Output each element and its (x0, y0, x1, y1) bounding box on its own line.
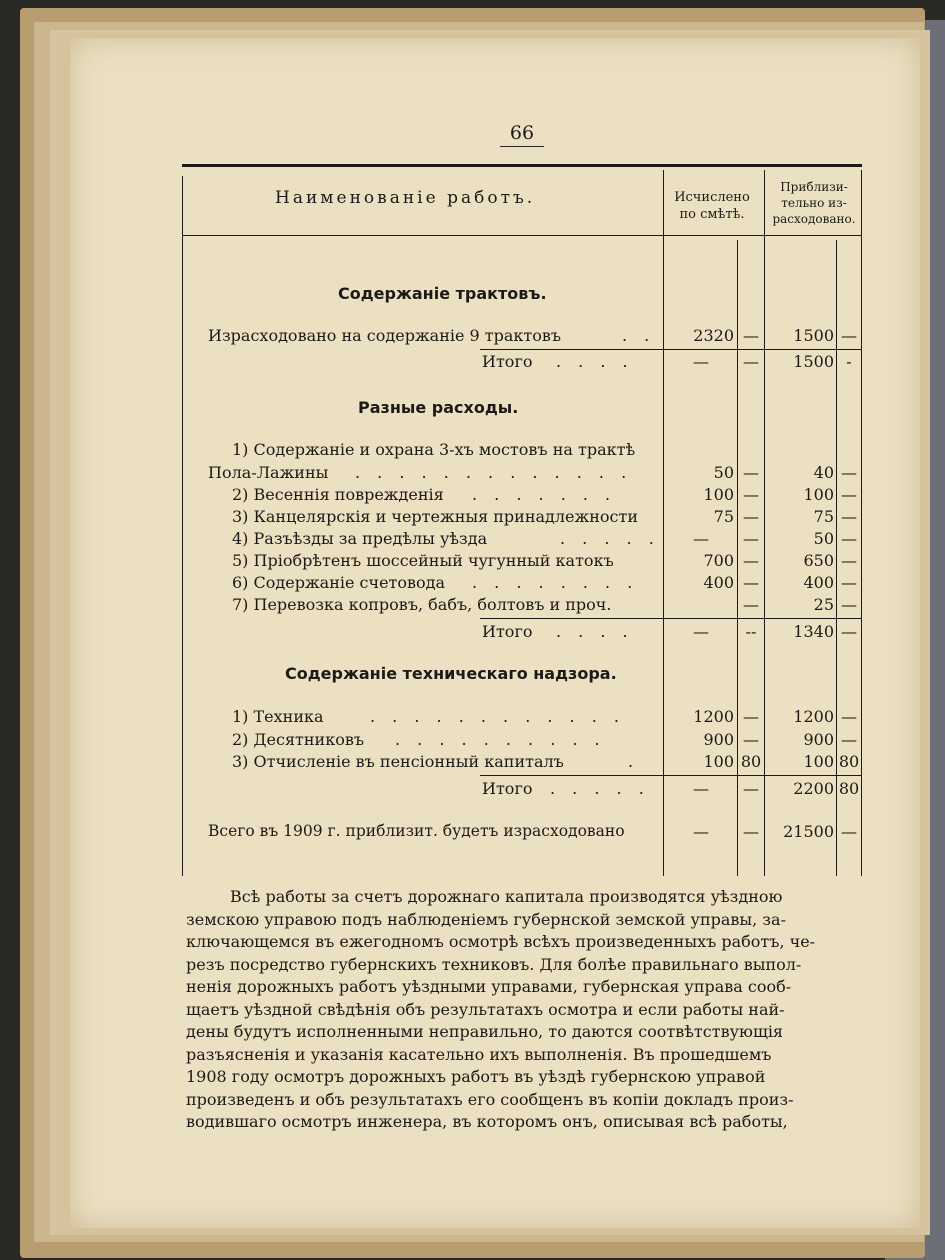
page-number-rule (500, 146, 544, 147)
total-rule (480, 349, 862, 350)
paragraph-line: произведенъ и объ результатахъ его сообщенъ въ копіи докладъ произ- (186, 1089, 794, 1109)
row-label: Пола-Лажины (208, 463, 329, 482)
row-dots: . . . . . . . . . . . . . (355, 463, 633, 482)
paragraph-line: дены будутъ исполненными неправильно, то даются соотвѣтствующія (186, 1022, 784, 1041)
cell-est: 75 (713, 507, 734, 526)
cell-spent-k: — (841, 507, 857, 526)
header-estimated (664, 189, 760, 223)
cell-spent: 75 (813, 507, 834, 526)
cell-spent-k: — (841, 707, 857, 726)
cell-spent-k: — (841, 622, 857, 641)
body-paragraph (186, 886, 866, 1134)
cell-spent-k: — (841, 573, 857, 592)
cell-spent-k: — (841, 463, 857, 482)
row-dots: . . (622, 326, 656, 345)
header-spent-line: Приблизи- (780, 180, 848, 194)
table-left-border (182, 176, 183, 876)
total-rule (480, 618, 862, 619)
cell-est-k: — (743, 573, 759, 592)
row-dots: . . . . . . . . (472, 573, 639, 592)
row-dots: . (628, 752, 640, 771)
paragraph-line: земскою управою подъ наблюденіемъ губернской земской управы, за- (186, 909, 786, 929)
cell-est-k: — (743, 822, 759, 841)
cell-spent: 650 (803, 551, 834, 570)
cell-est: 1200 (693, 707, 734, 726)
cell-est-k: — (743, 707, 759, 726)
row-label: 7) Перевозка копровъ, бабъ, болтовъ и проч. (232, 595, 612, 614)
paragraph-line: щаетъ уѣздной свѣдѣнія объ результатахъ осмотра и если работы най- (186, 999, 785, 1019)
cell-spent-k: 80 (838, 752, 860, 771)
table-header-rule (182, 235, 862, 236)
cell-spent-k: — (841, 326, 857, 345)
paragraph-line: разъясненія и указанія касательно ихъ выполненія. Въ прошедшемъ (186, 1044, 772, 1064)
cell-spent: 1200 (793, 707, 834, 726)
header-spent-line: расходовано. (772, 212, 856, 226)
cell-est: 100 (703, 752, 734, 771)
paragraph-line: ключающемся въ ежегодномъ осмотрѣ всѣхъ произведенныхъ работъ, че- (186, 932, 816, 951)
cell-est-k: — (743, 326, 759, 345)
total-dots: . . . . (556, 352, 634, 371)
section-title: Разные расходы. (358, 398, 519, 417)
cell-est: — (693, 352, 709, 371)
col-divider-3 (764, 170, 765, 876)
total-rule (480, 775, 862, 776)
cell-est: 50 (713, 463, 734, 482)
cell-est: — (693, 822, 709, 841)
row-label: Израсходовано на содержаніе 9 трактовъ (208, 326, 562, 345)
cell-est-k: — (743, 551, 759, 570)
cell-spent: 900 (803, 730, 834, 749)
cell-est-k: -- (745, 622, 757, 641)
paragraph-line: Всѣ работы за счетъ дорожнаго капитала производятся уѣздною (230, 887, 783, 906)
row-label-line1: 1) Содержаніе и охрана 3-хъ мостовъ на трактѣ (232, 440, 636, 459)
cell-spent: 1500 (793, 352, 834, 371)
cell-est: 2320 (693, 326, 734, 345)
paragraph-line: водившаго осмотръ инженера, въ которомъ онъ, описывая всѣ работы, (186, 1112, 788, 1131)
cell-spent: 40 (813, 463, 834, 482)
row-dots: . . . . . . . . . . (395, 730, 606, 749)
paragraph-line: 1908 году осмотръ дорожныхъ работъ въ уѣздѣ губернскою управой (186, 1067, 766, 1086)
cell-spent-k: — (841, 529, 857, 548)
cell-spent: 1500 (793, 326, 834, 345)
cell-spent-k: 80 (838, 779, 860, 798)
cell-est-k: — (743, 779, 759, 798)
table-right-border (861, 170, 862, 876)
row-label: 3) Канцелярскія и чертежныя принадлежности (232, 507, 639, 526)
cell-est-k: 80 (740, 752, 762, 771)
total-label: Итого (482, 622, 533, 641)
cell-est: — (693, 529, 709, 548)
cell-est-k: — (743, 730, 759, 749)
cell-est: — (693, 622, 709, 641)
cell-est-k: — (743, 463, 759, 482)
row-dots: . . . . . (560, 529, 660, 548)
header-estimated-line: Исчислено (674, 190, 750, 205)
cell-spent: 100 (803, 752, 834, 771)
header-name: Наименованіе работъ. (275, 188, 536, 208)
paragraph-line: ненія дорожныхъ работъ уѣздными управами, губернская управа сооб- (186, 977, 792, 996)
cell-est: 900 (703, 730, 734, 749)
cell-est-k: — (743, 485, 759, 504)
cell-spent-k: — (841, 595, 857, 614)
page-number: 66 (509, 122, 535, 144)
paragraph-line: резъ посредство губернскихъ техниковъ. Для болѣе правильнаго выпол- (186, 954, 802, 974)
section-title: Содержаніе трактовъ. (338, 284, 547, 303)
cell-spent: 400 (803, 573, 834, 592)
row-label: 6) Содержаніе счетовода (232, 573, 446, 592)
cell-spent-k: — (841, 551, 857, 570)
cell-est: 100 (703, 485, 734, 504)
table-top-rule (182, 164, 862, 167)
row-label: 4) Разъѣзды за предѣлы уѣзда (232, 529, 488, 548)
row-dots: . . . . . . . (472, 485, 617, 504)
total-dots: . . . . . (550, 779, 650, 798)
grand-total-label: Всего въ 1909 г. приблизит. будетъ израсходовано (208, 822, 625, 840)
row-label: 1) Техника (232, 707, 324, 726)
cell-spent: 25 (813, 595, 834, 614)
row-label: 2) Десятниковъ (232, 730, 365, 749)
cell-spent: 50 (813, 529, 834, 548)
row-label: 5) Пріобрѣтенъ шоссейный чугунный катокъ (232, 551, 614, 570)
total-label: Итого (482, 352, 533, 371)
cell-est-k: — (743, 529, 759, 548)
section-title: Содержаніе техническаго надзора. (285, 664, 617, 683)
cell-spent: 21500 (783, 822, 834, 841)
cell-spent-k: — (841, 485, 857, 504)
cell-spent: 100 (803, 485, 834, 504)
cell-spent-k: — (841, 730, 857, 749)
cell-est-k: — (743, 352, 759, 371)
header-spent (765, 179, 863, 227)
cell-est: 400 (703, 573, 734, 592)
cell-est-k: — (743, 507, 759, 526)
header-spent-line: тельно из- (781, 196, 847, 210)
cell-est-k: — (743, 595, 759, 614)
row-label: 3) Отчисленіе въ пенсіонный капиталъ (232, 752, 564, 771)
cell-spent-k: — (841, 822, 857, 841)
row-label: 2) Весеннія поврежденія (232, 485, 444, 504)
header-estimated-line: по смѣтѣ. (679, 207, 745, 222)
cell-est: — (693, 779, 709, 798)
cell-spent: 1340 (793, 622, 834, 641)
cell-spent-k: - (846, 352, 852, 371)
cell-spent: 2200 (793, 779, 834, 798)
total-label: Итого (482, 779, 533, 798)
cell-est: 700 (703, 551, 734, 570)
col-divider-1 (663, 170, 664, 876)
row-dots: . . . . . . . . . . . . (370, 707, 625, 726)
total-dots: . . . . (556, 622, 634, 641)
